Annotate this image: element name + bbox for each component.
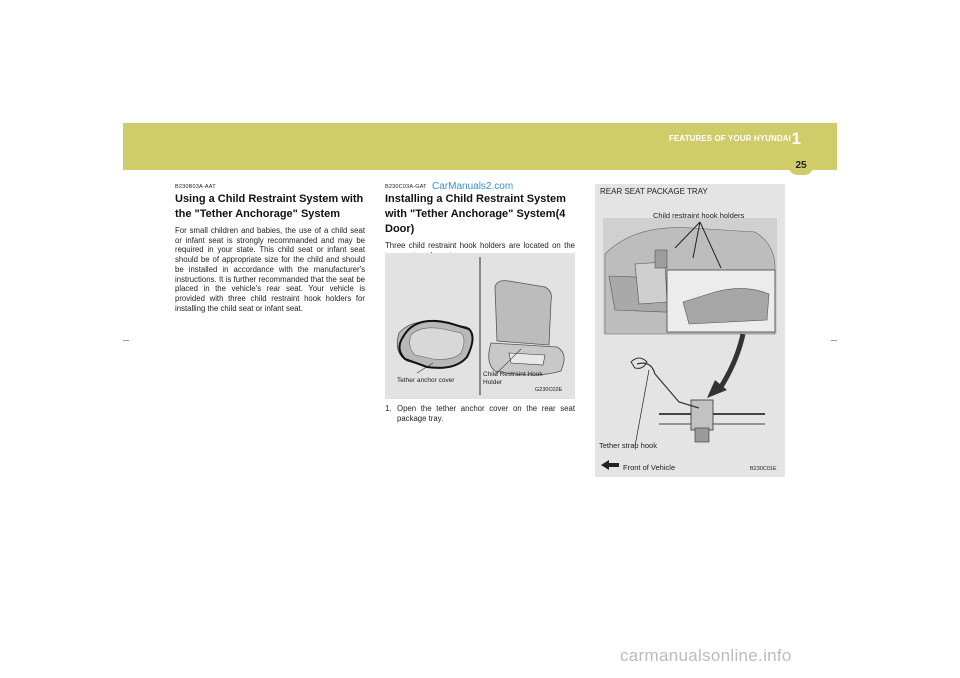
step-1 <box>385 404 575 423</box>
hook-holders-callout: Child restraint hook holders <box>653 211 745 220</box>
rear-seat-tray-figure <box>595 184 785 477</box>
chapter-number: 1 <box>791 129 801 148</box>
page-number-tab <box>788 155 814 175</box>
crop-mark-left <box>123 340 129 341</box>
page-number: 25 <box>795 160 807 171</box>
section-title: FEATURES OF YOUR HYUNDAI <box>668 134 791 143</box>
header-band <box>123 123 837 170</box>
child-restraint-hook-holder-label: Child Restraint Hook Holder <box>483 371 543 386</box>
middle-column <box>385 184 575 260</box>
watermark-link[interactable]: CarManuals2.com <box>432 181 514 192</box>
crop-mark-right <box>831 340 837 341</box>
section-code: B230B03A-AAT <box>175 184 216 190</box>
section-body: Three child restraint hook holders are located on the <box>385 241 575 250</box>
section-heading: Using a Child Restraint System with the "Tether Anchorage" System <box>175 193 364 220</box>
tray-title: REAR SEAT PACKAGE TRAY <box>600 187 708 196</box>
figure-code: G230C02E <box>535 387 563 393</box>
rear-seat-tray-illustration <box>595 184 785 477</box>
section-body: For small children and babies, the use of a child seat or infant seat is strongly recommanded and may be required in your state. This child seat or infant seat should be of appropriate size for the child and should be installed in accordance with the manufacturer's instructions. It is further recommanded that the seat be placed in the vehicle's rear seat. Your vehicle is provided with three child restraint hook holders for installing the child seat or infant seat. <box>175 226 365 313</box>
step-number: 1. <box>385 404 392 413</box>
left-column <box>175 184 365 313</box>
section-heading: Installing a Child Restraint System with "Tether Anchorage" System(4 Door) <box>385 193 566 235</box>
tether-anchor-figure <box>385 253 575 399</box>
figure-code: B230C01E <box>750 466 777 472</box>
tether-strap-hook-label: Tether strap hook <box>599 441 657 450</box>
front-arrow-icon <box>601 460 619 470</box>
section-code: B230C03A-GAT <box>385 184 427 190</box>
front-of-vehicle-label: Front of Vehicle <box>623 463 676 472</box>
footer-watermark: carmanualsonline.info <box>620 646 792 665</box>
tether-anchor-cover-label: Tether anchor cover <box>397 377 455 384</box>
step-text: Open the tether anchor cover on the rear seat package tray. <box>397 404 575 423</box>
